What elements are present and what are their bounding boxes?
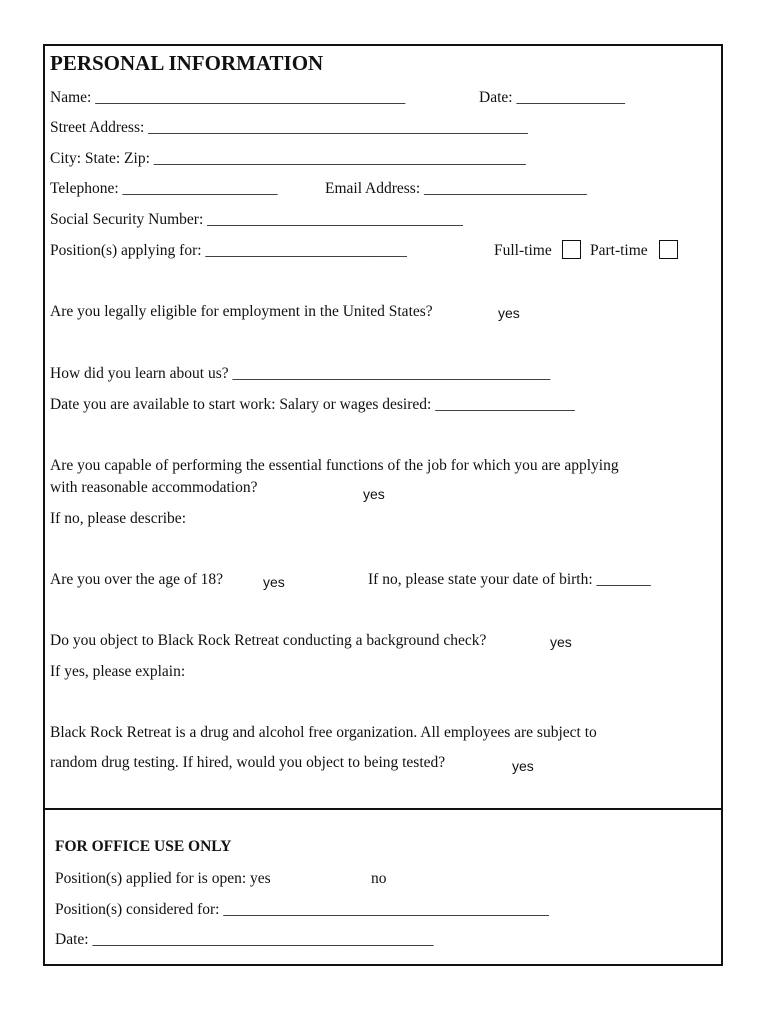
fulltime-checkbox[interactable] — [562, 240, 581, 259]
parttime-label: Part-time — [590, 242, 648, 259]
position-considered-field[interactable]: Position(s) considered for: __________________________________________ — [55, 901, 549, 918]
drug-test-answer[interactable]: yes — [512, 758, 534, 774]
street-address-field[interactable]: Street Address: _________________________________________________ — [50, 119, 528, 136]
age-question: Are you over the age of 18? — [50, 571, 224, 588]
capability-question-line1: Are you capable of performing the essential functions of the job for which you are applying — [50, 457, 619, 474]
drug-policy-line2: random drug testing. If hired, would you object to being tested? — [50, 754, 446, 771]
date-of-birth-field[interactable]: If no, please state your date of birth: _______ — [368, 571, 651, 588]
ssn-field[interactable]: Social Security Number: _________________________________ — [50, 211, 463, 228]
position-open-no: no — [371, 870, 387, 887]
eligibility-answer[interactable]: yes — [498, 305, 520, 321]
office-use-heading: FOR OFFICE USE ONLY — [55, 838, 232, 855]
position-open-label: Position(s) applied for is open: yes — [55, 870, 271, 887]
background-explain-label: If yes, please explain: — [50, 663, 186, 680]
capability-answer[interactable]: yes — [363, 486, 385, 502]
section-divider — [45, 808, 721, 810]
email-field[interactable]: Email Address: _____________________ — [325, 180, 587, 197]
drug-policy-line1: Black Rock Retreat is a drug and alcohol free organization. All employees are subject to — [50, 724, 597, 741]
name-field[interactable]: Name: ________________________________________ — [50, 89, 406, 106]
telephone-field[interactable]: Telephone: ____________________ — [50, 180, 278, 197]
fulltime-label: Full-time — [494, 242, 552, 259]
city-state-zip-field[interactable]: City: State: Zip: ________________________________________________ — [50, 150, 526, 167]
application-form — [43, 44, 723, 966]
availability-salary-field[interactable]: Date you are available to start work: Salary or wages desired: __________________ — [50, 396, 575, 413]
eligibility-question: Are you legally eligible for employment in the United States? — [50, 303, 433, 320]
parttime-checkbox[interactable] — [659, 240, 678, 259]
learn-about-us-field[interactable]: How did you learn about us? _________________________________________ — [50, 365, 551, 382]
form-title: PERSONAL INFORMATION — [50, 51, 324, 75]
date-field[interactable]: Date: ______________ — [479, 89, 625, 106]
capability-question-line2: with reasonable accommodation? — [50, 479, 258, 496]
office-date-field[interactable]: Date: ____________________________________________ — [55, 931, 434, 948]
background-check-question: Do you object to Black Rock Retreat conducting a background check? — [50, 632, 487, 649]
background-check-answer[interactable]: yes — [550, 634, 572, 650]
age-answer[interactable]: yes — [263, 574, 285, 590]
position-field[interactable]: Position(s) applying for: __________________________ — [50, 242, 407, 259]
capability-describe-label: If no, please describe: — [50, 510, 186, 527]
